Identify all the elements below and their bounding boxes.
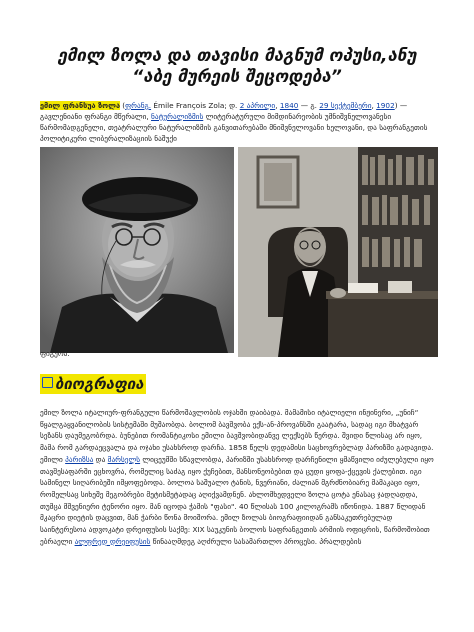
intro-paragraph	[40, 100, 436, 144]
birth-date-link[interactable]: 2 აპრილი	[239, 101, 276, 110]
portrait-photo-left	[40, 147, 234, 353]
body-text: და	[93, 454, 108, 464]
dreyfus-link[interactable]: ალფრედ დრეიფუსის	[74, 536, 151, 546]
intro-text: Émile François Zola; დ.	[151, 101, 240, 110]
intro-text: — გ.	[298, 101, 320, 110]
photo-caption: ფიგურა.	[40, 349, 70, 358]
section-heading	[40, 374, 146, 394]
body-text: წინააღმდეგ აღძრული სასამართლო პროცესი. პრალდების	[150, 536, 362, 546]
document-title: ემილ ზოლა და თავისი მაგნუმ ოპუსი,ანუ “აბე მურეის შეცოდება”	[57, 46, 417, 87]
body-text: ემილ ზოლა იტალიურ-ფრანგული წარმოშავლობის ოჯახში დაიბადა. მამამისი იტალიელი ინჟინერი, „უნიჩ“ წყალგაყვანილობის სისტემაში მუშაობდა. ბოლომ ბავშვობა ექს-ან-პროვანსში გაატარა, სადაც იგი მხატვარ სეზანს დაუმეგობრდა. ბუნებით რომანტიკოსი ემილი ბავშვობიდანვე ლექსებს წერდა. შვიდი წლისაც არ იყო, მამა რომ გარდაეცვალა და ოჯახი უსახსროდ დარჩა. 1858 წელს დედამისი საცხოვრებლად პარიზში გადავიდა. ემილი	[40, 408, 434, 464]
subject-name: ემილ ფრანსუა ზოლა	[40, 101, 120, 110]
paris-link[interactable]: პარიზსა	[65, 454, 94, 464]
naturalism-link[interactable]: ნატურალიზმის	[151, 112, 204, 121]
intro-text: ლიტერატურული მიმდინარეობის უმნიშვნელოვანესი წარმომადგენელი, თეატრალური ნატურალიზმის განვითარებაში მნიშვნელოვანი ხელოვანი, და საფრანგეთის პოლიტიკური ლიბერალიზაციის ნაშუქი	[40, 112, 428, 143]
section-heading-text: ბიოგრაფია	[55, 375, 144, 393]
intro-text: ,	[275, 101, 280, 110]
death-year-link[interactable]: 1902	[376, 101, 395, 110]
lang-link[interactable]: ფრანგ.	[125, 101, 152, 110]
intro-text: ) — გავლენიანი ფრანგი მწერალი,	[40, 101, 408, 121]
marseille-link[interactable]: მარსელს	[107, 454, 141, 464]
intro-text: (	[119, 101, 126, 110]
biography-paragraph	[40, 407, 436, 547]
birth-year-link[interactable]: 1840	[279, 101, 299, 110]
death-date-link[interactable]: 29 სექტემბერი	[319, 101, 372, 110]
body-text: ლიცეუმში სწავლობდა, პარიზში უსახსროდ დარჩენილი ყმაწვილი იძულებული იყო თავშესაფარში ეცხოვრა, რომელიც საძაგ იყო ქუჩებით, შანსონეობებით და ცუდი ყოფა-ქცევის ქალებით. იგი სამინელ სიღარიბეში იმყოფებოდა. ბოლოა საშუალო ტანის, ნვერიანი, ძალიან მგრძნობიარე მამაკაცი იყო, რომელსაც სიხეშე მეგობრები მეტისმეტადაც აღიქვამდნენ. ახლომხედველი ზოლა ცოტა ენასაც ჯადღადდა, თუმცა მშვენიერი ტენორი იყო. მან იცოდა ჭამის "ფასი". 40 წლისას 100 კილოგრამს იწონიდა. 1887 წლიდან მკაცრი დიეტის დაცვით, მან ჭარბი წონა მოიშორა. ემილ ზოლას ბიოგრაფიიდან განსაკუთრებულად საინტერესოა ადვოკატი დრეიფუსის საქმე: XIX საუკუნის ბოლოს საფრანგეთის არმიის ოფიცრის, წარმოშობით ებრაელი	[40, 454, 434, 546]
study-photo-right	[238, 147, 438, 357]
heading-marker-icon	[42, 377, 53, 388]
intro-text: ,	[371, 101, 377, 110]
